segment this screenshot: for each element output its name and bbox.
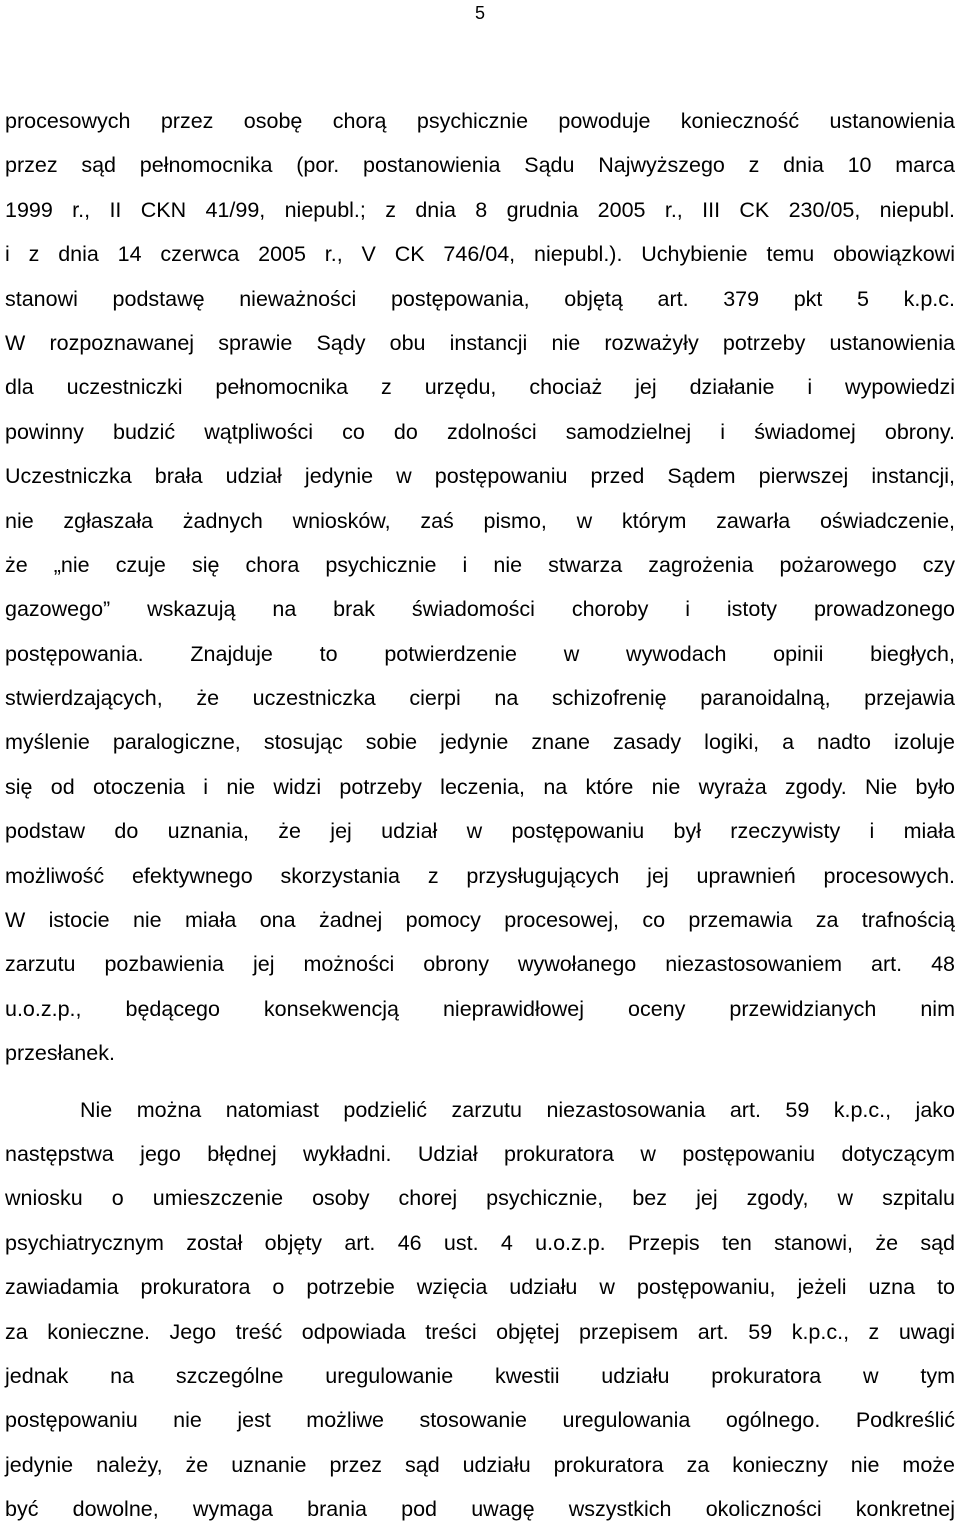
text-line: u.o.z.p., będącego konsekwencją nieprawidłowej oceny przewidzianych nim <box>5 996 955 1021</box>
text-line: powinny budzić wątpliwości co do zdolności samodzielnej i świadomej obrony. <box>5 419 955 444</box>
text-line: postępowania. Znajduje to potwierdzenie w wywodach opinii biegłych, <box>5 641 955 666</box>
text-line: Uczestniczka brała udział jedynie w postępowaniu przed Sądem pierwszej instancji, <box>5 464 955 489</box>
text-line: możliwość efektywnego skorzystania z przysługujących jej uprawnień procesowych. <box>5 863 955 888</box>
text-line: następstwa jego błędnej wykładni. Udział prokuratora w postępowaniu dotyczącym <box>5 1141 955 1166</box>
text-line: że „nie czuje się chora psychicznie i nie stwarza zagrożenia pożarowego czy <box>5 552 955 577</box>
text-line: stanowi podstawę nieważności postępowania, objętą art. 379 pkt 5 k.p.c. <box>5 286 955 311</box>
text-line: być dowolne, wymaga brania pod uwagę wszystkich okoliczności konkretnej <box>5 1497 955 1522</box>
paragraph <box>5 99 955 1076</box>
text-line: podstaw do uznania, że jej udział w postępowaniu był rzeczywisty i miała <box>5 819 955 844</box>
text-line: jednak na szczególne uregulowanie kwestii udziału prokuratora w tym <box>5 1363 955 1388</box>
text-line: procesowych przez osobę chorą psychicznie powoduje konieczność ustanowienia <box>5 109 955 133</box>
text-line: Nie można natomiast podzielić zarzutu niezastosowania art. 59 k.p.c., jako <box>80 1097 955 1122</box>
text-line: się od otoczenia i nie widzi potrzeby leczenia, na które nie wyraża zgody. Nie było <box>5 774 955 799</box>
text-line: dla uczestniczki pełnomocnika z urzędu, chociaż jej działanie i wypowiedzi <box>5 375 955 400</box>
paragraph <box>5 1088 955 1532</box>
text-line: jedynie należy, że uznanie przez sąd udziału prokuratora za konieczny nie może <box>5 1452 955 1477</box>
text-line: zawiadamia prokuratora o potrzebie wzięcia udziału w postępowaniu, jeżeli uzna to <box>5 1275 955 1300</box>
document-body <box>5 99 955 1532</box>
text-line: stwierdzających, że uczestniczka cierpi na schizofrenię paranoidalną, przejawia <box>5 686 955 711</box>
text-line: gazowego” wskazują na brak świadomości choroby i istoty prowadzonego <box>5 597 955 622</box>
text-line: wniosku o umieszczenie osoby chorej psychicznie, bez jej zgody, w szpitalu <box>5 1186 955 1211</box>
text-line: i z dnia 14 czerwca 2005 r., V CK 746/04, niepubl.). Uchybienie temu obowiązkowi <box>5 242 955 267</box>
text-line: W rozpoznawanej sprawie Sądy obu instancji nie rozważyły potrzeby ustanowienia <box>5 330 955 355</box>
text-line: W istocie nie miała ona żadnej pomocy procesowej, co przemawia za trafnością <box>5 908 955 933</box>
text-line: 1999 r., II CKN 41/99, niepubl.; z dnia 8 grudnia 2005 r., III CK 230/05, niepubl. <box>5 197 955 222</box>
text-line: przez sąd pełnomocnika (por. postanowienia Sądu Najwyższego z dnia 10 marca <box>5 153 955 178</box>
text-line: za konieczne. Jego treść odpowiada treści objętej przepisem art. 59 k.p.c., z uwagi <box>5 1319 955 1344</box>
text-line: postępowaniu nie jest możliwe stosowanie uregulowania ogólnego. Podkreślić <box>5 1408 955 1433</box>
paragraph-gap <box>5 1076 955 1088</box>
text-line: zarzutu pozbawienia jej możności obrony wywołanego niezastosowaniem art. 48 <box>5 952 955 977</box>
text-line: nie zgłaszała żadnych wniosków, zaś pismo, w którym zawarła oświadczenie, <box>5 508 955 533</box>
text-line: psychiatrycznym został objęty art. 46 ust. 4 u.o.z.p. Przepis ten stanowi, że sąd <box>5 1230 955 1255</box>
text-line: przesłanek. <box>5 1041 115 1066</box>
page-number: 5 <box>474 3 485 23</box>
text-line: myślenie paralogiczne, stosując sobie jedynie znane zasady logiki, a nadto izoluje <box>5 730 955 755</box>
